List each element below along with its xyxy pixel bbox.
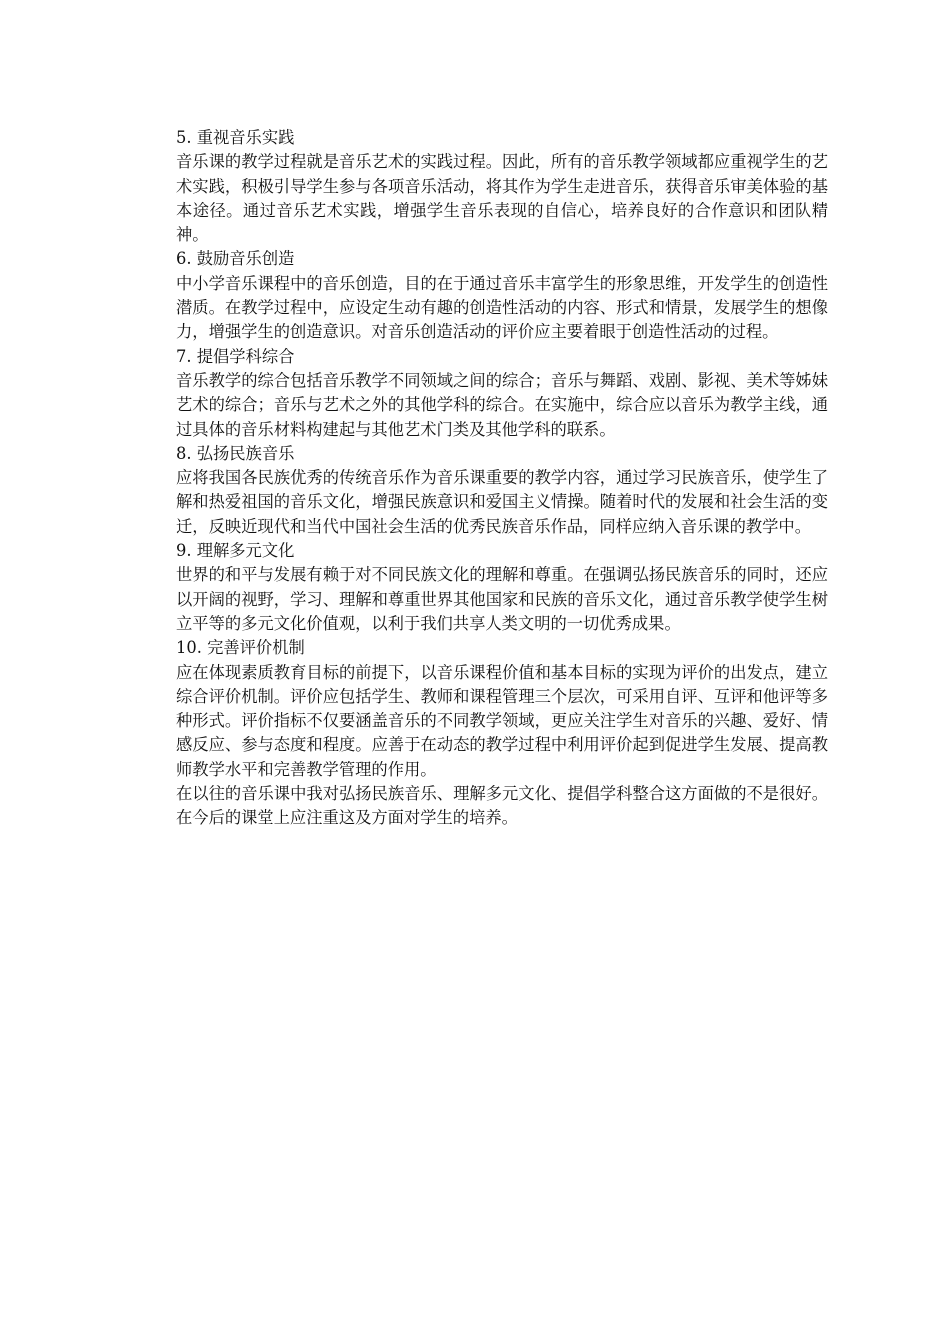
section-heading: 8. 弘扬民族音乐 bbox=[176, 443, 295, 463]
section-heading: 7. 提倡学科综合 bbox=[176, 346, 295, 366]
section-heading: 9. 理解多元文化 bbox=[176, 541, 295, 561]
section-body: 应在体现素质教育目标的前提下，以音乐课程价值和基本目标的实现为评价的出发点，建立综合评价机制。评价应包括学生、教师和课程管理三个层次，可采用自评、互评和他评等多种形式。评价指标不仅要涵盖音乐的不同教学领域，更应关注学生对音乐的兴趣、爱好、情感反应、参与态度和程度。应善于在动态的教学过程中利用评价起到促进学生发展、提高教师教学水平和完善教学管理的作用。 bbox=[176, 662, 828, 779]
section-body: 中小学音乐课程中的音乐创造，目的在于通过音乐丰富学生的形象思维，开发学生的创造性潜质。在教学过程中，应设定生动有趣的创造性活动的内容、形式和情景，发展学生的想像力，增强学生的创造意识。对音乐创造活动的评价应主要着眼于创造性活动的过程。 bbox=[176, 273, 828, 342]
section-national-music bbox=[176, 442, 828, 539]
section-heading: 10. 完善评价机制 bbox=[176, 638, 305, 658]
section-body: 音乐课的教学过程就是音乐艺术的实践过程。因此，所有的音乐教学领域都应重视学生的艺术实践，积极引导学生参与各项音乐活动，将其作为学生走进音乐，获得音乐审美体验的基本途径。通过音乐艺术实践，增强学生音乐表现的自信心，培养良好的合作意识和团队精神。 bbox=[176, 152, 828, 245]
section-body: 应将我国各民族优秀的传统音乐作为音乐课重要的教学内容，通过学习民族音乐，使学生了解和热爱祖国的音乐文化，增强民族意识和爱国主义情操。随着时代的发展和社会生活的变迁，反映近现代和当代中国社会生活的优秀民族音乐作品，同样应纳入音乐课的教学中。 bbox=[176, 468, 828, 536]
section-body: 世界的和平与发展有赖于对不同民族文化的理解和尊重。在强调弘扬民族音乐的同时，还应以开阔的视野，学习、理解和尊重世界其他国家和民族的音乐文化，通过音乐教学使学生树立平等的多元文化价值观，以利于我们共享人类文明的一切优秀成果。 bbox=[176, 565, 828, 633]
section-multicultural bbox=[176, 539, 828, 636]
section-creation bbox=[176, 247, 828, 344]
section-practice bbox=[176, 126, 828, 247]
section-integration bbox=[176, 345, 828, 442]
section-evaluation bbox=[176, 636, 828, 782]
section-heading: 5. 重视音乐实践 bbox=[176, 128, 295, 147]
document-page bbox=[176, 126, 828, 831]
closing-paragraph: 在以往的音乐课中我对弘扬民族音乐、理解多元文化、提倡学科整合这方面做的不是很好。在今后的课堂上应注重这及方面对学生的培养。 bbox=[176, 784, 828, 828]
section-heading: 6. 鼓励音乐创造 bbox=[176, 249, 295, 269]
section-body: 音乐教学的综合包括音乐教学不同领域之间的综合；音乐与舞蹈、戏剧、影视、美术等姊妹艺术的综合；音乐与艺术之外的其他学科的综合。在实施中，综合应以音乐为教学主线，通过具体的音乐材料构建起与其他艺术门类及其他学科的联系。 bbox=[176, 370, 828, 439]
